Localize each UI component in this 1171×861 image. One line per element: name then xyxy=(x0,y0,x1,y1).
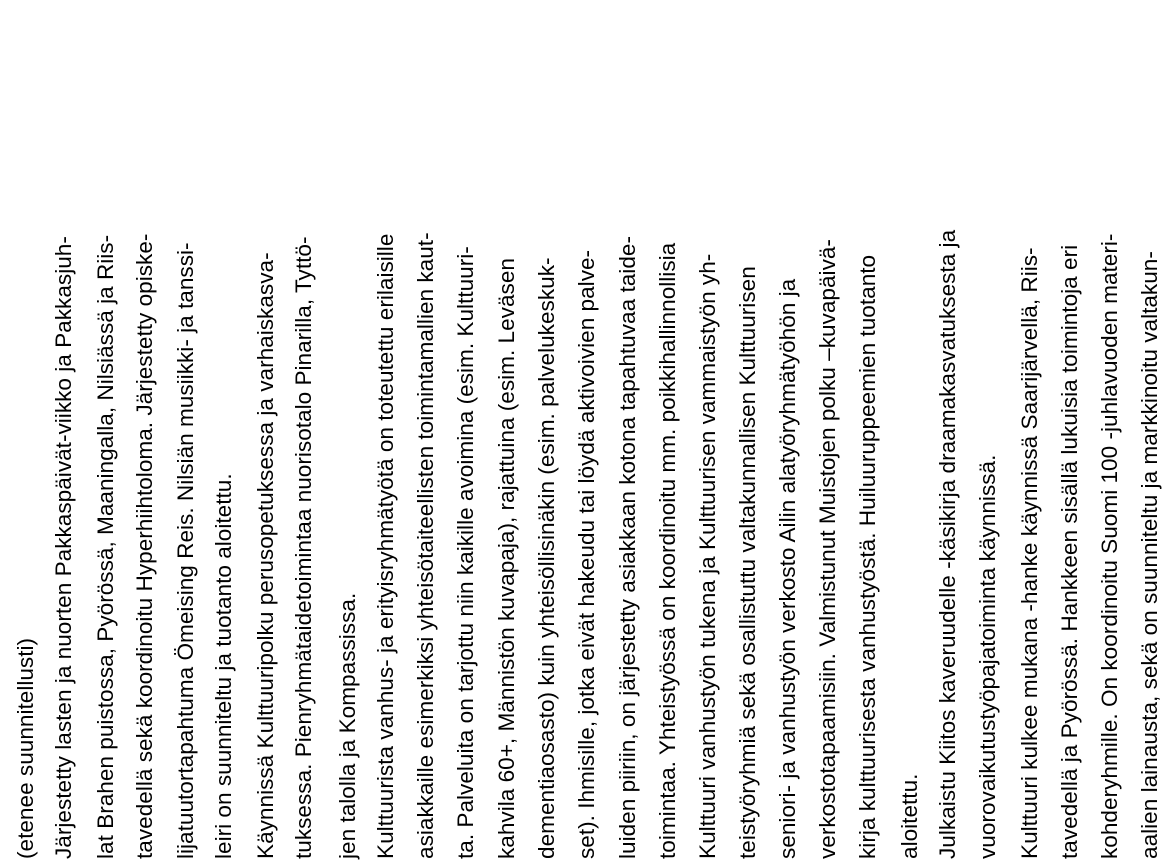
text-line: Käynnissä Kulttuuripolku perusopetuksessa ja varhaiskasva- xyxy=(253,252,278,859)
text-line: ta. Palveluita on tarjottu niin kaikille avoimina (esim. Kulttuuri- xyxy=(453,246,478,859)
text-line: verkostotapaamisiin. Valmistunut Muistojen polku –kuvapäivä- xyxy=(815,239,840,859)
text-line: Julkaistu Kiitos kaveruudelle -käsikirja draamakasvatuksesta ja xyxy=(935,229,960,859)
text-line: (etenee suunnitellusti) xyxy=(13,637,38,859)
text-line: Järjestetty lasten ja nuorten Pakkaspäivät-viikko ja Pakkasjuh- xyxy=(51,236,76,859)
text-line: lat Brahen puistossa, Pyörössä, Maaningalla, Nilsiässä ja Riis- xyxy=(93,234,118,859)
text-line: tuksessa. Pienryhmätaidetoimintaa nuorisotalo Pinarilla, Tyttö- xyxy=(291,236,316,859)
text-line: aalien lainausta, sekä on suunniteltu ja markkinoitu valtakun- xyxy=(1137,251,1162,859)
text-line: kohderyhmille. On koordinoitu Suomi 100 -juhlavuoden materi- xyxy=(1097,233,1122,859)
text-line: tavedellä sekä koordinoitu Hyperhiihtoloma. Järjestetty opiske- xyxy=(132,233,157,859)
text-line: kirja kulttuurisesta vanhustyöstä. Huiluuruppeemien tuotanto xyxy=(855,254,880,859)
text-line: seniori- ja vanhustyön verkosto Ailin alatyöryhmätyöhön ja xyxy=(775,278,800,859)
text-line: Kulttuuri vanhustyön tukena ja Kulttuurisen vammaistyön yh- xyxy=(695,253,720,859)
text-line: asiakkaille esimerkiksi yhteisötaiteellisten toimintamallien kaut- xyxy=(413,232,438,859)
text-line: leiri on suunniteltu ja tuotanto aloitettu. xyxy=(211,473,236,859)
text-line: toimintaa. Yhteistyössä on koordinoitu mm. poikkihallinnollisia xyxy=(655,242,680,859)
text-line: kahvila 60+, Männistön kuvapaja), rajattuina (esim. Leväsen xyxy=(494,258,519,859)
text-line: tavedellä ja Pyörössä. Hankkeen sisällä lukuisia toimintoja eri xyxy=(1057,244,1082,859)
text-line: Kulttuuri kulkee mukana -hanke käynnissä Saarijärvellä, Riis- xyxy=(1017,247,1042,859)
text-line: aloitettu. xyxy=(897,773,922,859)
text-line: teistyöryhmiä sekä osallistuttu valtakunnallisen Kulttuurisen xyxy=(735,266,760,859)
text-line: Kulttuurista vanhus- ja erityisryhmätyötä on toteutettu erilaisille xyxy=(373,233,398,859)
text-line: jen talolla ja Kompassissa. xyxy=(335,592,360,859)
text-line: lijatuutortapahtuma Ömeising Reis. Nilsiän musiikki- ja tanssi- xyxy=(173,242,198,859)
text-line: luiden piiriin, on järjestetty asiakkaan kotona tapahtuvaa taide- xyxy=(615,236,640,859)
text-line: vuorovaikutustyöpajatoiminta käynnissä. xyxy=(975,454,1000,859)
text-line: set). Ihmisille, jotka eivät hakeudu tai löydä aktivoivien palve- xyxy=(574,249,599,859)
text-line: dementiaosasto) kuin yhteisöllisinäkin (esim. palvelukeskuk- xyxy=(534,257,559,859)
